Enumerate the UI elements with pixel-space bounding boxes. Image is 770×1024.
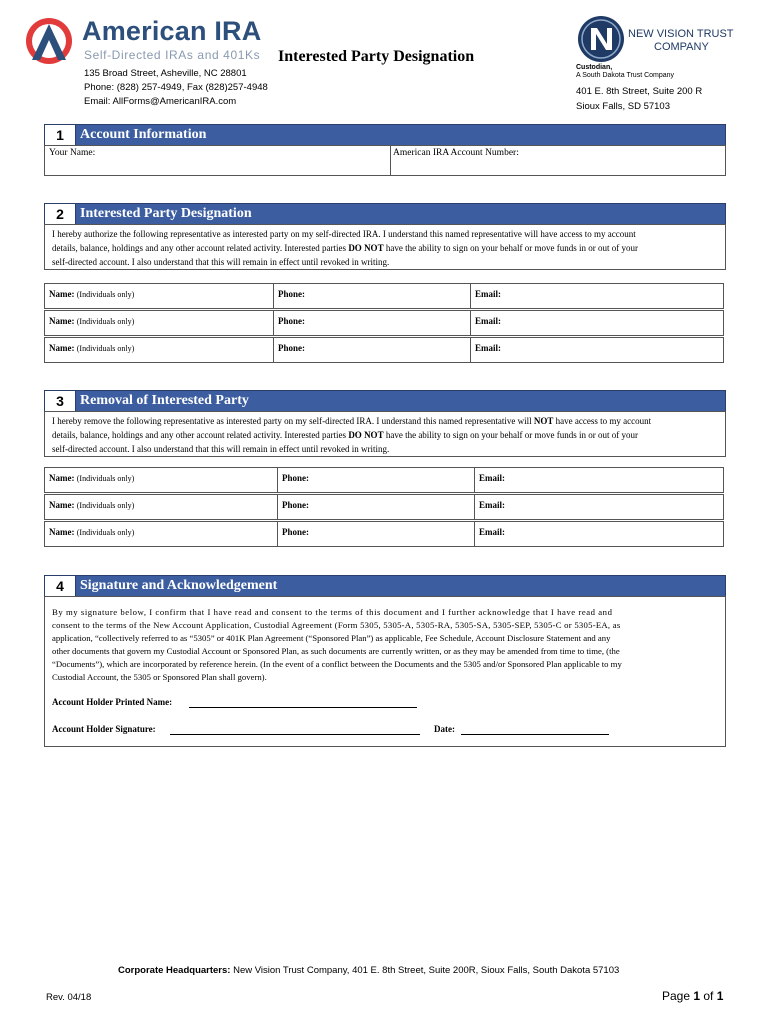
email-field[interactable] xyxy=(471,338,723,362)
page-total: 1 xyxy=(716,989,724,1003)
section3-title: Removal of Interested Party xyxy=(80,393,249,408)
section3-text-line1c: have access to my account xyxy=(553,416,652,426)
phone-label: Phone: xyxy=(282,473,309,483)
name-field[interactable] xyxy=(45,284,273,308)
section4-text-line5: “Documents”), which are incorporated by reference herein. (In the event of a conflict between the Documents and the 5305 and/or Sponsored Plan applicable to my xyxy=(52,659,622,669)
email-field[interactable] xyxy=(475,495,723,519)
name-field[interactable] xyxy=(45,522,277,546)
phone-label: Phone: xyxy=(278,289,305,299)
section1-title: Account Information xyxy=(80,127,207,142)
table-row xyxy=(44,494,724,520)
name-label: Name: xyxy=(49,343,75,353)
custodian-name-line1: NEW VISION TRUST xyxy=(628,28,734,40)
table-row xyxy=(44,521,724,547)
footer-hq-label: Corporate Headquarters: xyxy=(118,965,231,976)
section3-text-line2a: details, balance, holdings and any other account related activity. Interested parties xyxy=(52,430,349,440)
footer-hq xyxy=(118,965,619,976)
section4-text-line2: consent to the terms of the New Account Application, Custodial Agreement (Form 5305, 5305-A, 5305-RA, 5305-SA, 5305-SEP, 5305-C or 5305-EA, as xyxy=(52,620,621,630)
american-ira-logo-icon xyxy=(24,16,74,66)
address-line-2: Phone: (828) 257-4949, Fax (828)257-4948 xyxy=(84,82,268,93)
table-row xyxy=(44,283,724,309)
page-number xyxy=(662,989,723,1003)
email-label: Email: xyxy=(479,473,505,483)
footer-hq-text: New Vision Trust Company, 401 E. 8th Street, Suite 200R, Sioux Falls, South Dakota 57103 xyxy=(230,965,620,976)
section4-text-line4: other documents that govern my Custodial Account or Sponsored Plan, as such documents are currently written, or as they may be amended from time to time, (the xyxy=(52,646,620,656)
section3-text-line2b: DO NOT xyxy=(348,430,384,440)
email-label: Email: xyxy=(479,527,505,537)
email-label: Email: xyxy=(479,500,505,510)
section1-number: 1 xyxy=(44,124,76,146)
custodian-name-line2: COMPANY xyxy=(654,41,709,53)
section3-text-line1 xyxy=(52,414,724,428)
section3-number: 3 xyxy=(44,390,76,412)
name-label: Name: xyxy=(49,316,75,326)
section2-text-line2b: DO NOT xyxy=(348,243,384,253)
section2-text xyxy=(52,227,722,269)
table-row xyxy=(44,337,724,363)
section2-title: Interested Party Designation xyxy=(80,206,252,221)
section2-text-line2 xyxy=(52,241,722,255)
name-field[interactable] xyxy=(45,468,277,492)
phone-label: Phone: xyxy=(278,343,305,353)
section3-text-line2 xyxy=(52,428,724,442)
name-note: (Individuals only) xyxy=(76,290,135,299)
section3-text-line1b: NOT xyxy=(533,416,554,426)
phone-field[interactable] xyxy=(278,468,474,492)
section4-text-line1: By my signature below, I confirm that I have read and consent to the terms of this document and I further acknowledge that I have read and xyxy=(52,607,613,617)
date-line[interactable] xyxy=(461,734,609,735)
email-label: Email: xyxy=(475,316,501,326)
signature-label: Account Holder Signature: xyxy=(52,724,156,734)
signature-line[interactable] xyxy=(170,734,420,735)
section2-text-line2a: details, balance, holdings and any other account related activity. Interested parties xyxy=(52,243,349,253)
section3-text-line3: self-directed account. I also understand that this will remain in effect until revoked in writing. xyxy=(52,444,390,454)
table-row xyxy=(44,467,724,493)
name-note: (Individuals only) xyxy=(76,501,135,510)
custodian-sub: A South Dakota Trust Company xyxy=(576,72,675,79)
american-ira-logo xyxy=(24,16,74,66)
printed-name-label: Account Holder Printed Name: xyxy=(52,697,173,707)
section4-number: 4 xyxy=(44,575,76,597)
phone-label: Phone: xyxy=(278,316,305,326)
section2-text-line1: I hereby authorize the following representative as interested party on my self-directed IRA. I understand this named representative will have access to my account xyxy=(52,229,636,239)
name-field[interactable] xyxy=(45,338,273,362)
phone-field[interactable] xyxy=(274,338,470,362)
your-name-field[interactable] xyxy=(45,146,391,175)
section2-number: 2 xyxy=(44,203,76,225)
custodian-address-line2: Sioux Falls, SD 57103 xyxy=(576,101,670,112)
page-of: of xyxy=(700,989,717,1003)
name-note: (Individuals only) xyxy=(76,344,135,353)
name-note: (Individuals only) xyxy=(76,474,135,483)
email-field[interactable] xyxy=(471,284,723,308)
new-vision-logo-icon xyxy=(576,14,626,64)
phone-field[interactable] xyxy=(278,522,474,546)
name-note: (Individuals only) xyxy=(76,317,135,326)
section1-fields xyxy=(44,145,726,176)
name-field[interactable] xyxy=(45,495,277,519)
name-note: (Individuals only) xyxy=(76,528,135,537)
name-label: Name: xyxy=(49,527,75,537)
email-label: Email: xyxy=(475,289,501,299)
name-label: Name: xyxy=(49,473,75,483)
new-vision-logo xyxy=(576,14,626,64)
email-field[interactable] xyxy=(471,311,723,335)
phone-label: Phone: xyxy=(282,500,309,510)
phone-label: Phone: xyxy=(282,527,309,537)
name-label: Name: xyxy=(49,289,75,299)
date-label: Date: xyxy=(434,724,455,734)
email-field[interactable] xyxy=(475,468,723,492)
address-line-3: Email: AllForms@AmericanIRA.com xyxy=(84,96,237,107)
brand-tagline: Self-Directed IRAs and 401Ks xyxy=(84,48,261,62)
address-line-1: 135 Broad Street, Asheville, NC 28801 xyxy=(84,68,247,79)
section4-text-line6: Custodial Account, the 5305 or Sponsored Plan shall govern). xyxy=(52,672,267,682)
email-label: Email: xyxy=(475,343,501,353)
section4-text-line3: application, “collectively referred to as “5305” or 401K Plan Agreement (“Sponsored Plan”) as applicable, Fee Schedule, Account Disclosure Statement and any xyxy=(52,633,611,643)
custodian-address-line1: 401 E. 8th Street, Suite 200 R xyxy=(576,86,703,97)
section3-text xyxy=(52,414,724,456)
name-label: Name: xyxy=(49,500,75,510)
brand-name: American IRA xyxy=(82,16,262,46)
section4-text xyxy=(52,606,720,684)
revision: Rev. 04/18 xyxy=(46,992,92,1003)
section3-text-line2c: have the ability to sign on your behalf or move funds in or out of your xyxy=(383,430,639,440)
email-field[interactable] xyxy=(475,522,723,546)
table-row xyxy=(44,310,724,336)
custodian-label: Custodian, xyxy=(576,64,613,71)
phone-field[interactable] xyxy=(278,495,474,519)
name-field[interactable] xyxy=(45,311,273,335)
your-name-label: Your Name: xyxy=(49,148,96,158)
account-number-field[interactable] xyxy=(391,146,725,175)
section3-text-line1a: I hereby remove the following representative as interested party on my self-directed IRA. I understand this named representative will xyxy=(52,416,534,426)
page-prefix: Page xyxy=(662,989,694,1003)
account-number-label: American IRA Account Number: xyxy=(393,148,519,158)
printed-name-line[interactable] xyxy=(189,707,417,708)
page-title: Interested Party Designation xyxy=(278,48,475,65)
phone-field[interactable] xyxy=(274,311,470,335)
page-num: 1 xyxy=(693,989,701,1003)
section2-text-line2c: have the ability to sign on your behalf or move funds in or out of your xyxy=(383,243,639,253)
section4-title: Signature and Acknowledgement xyxy=(80,578,278,593)
phone-field[interactable] xyxy=(274,284,470,308)
section2-text-line3: self-directed account. I also understand that this will remain in effect until revoked in writing. xyxy=(52,257,390,267)
